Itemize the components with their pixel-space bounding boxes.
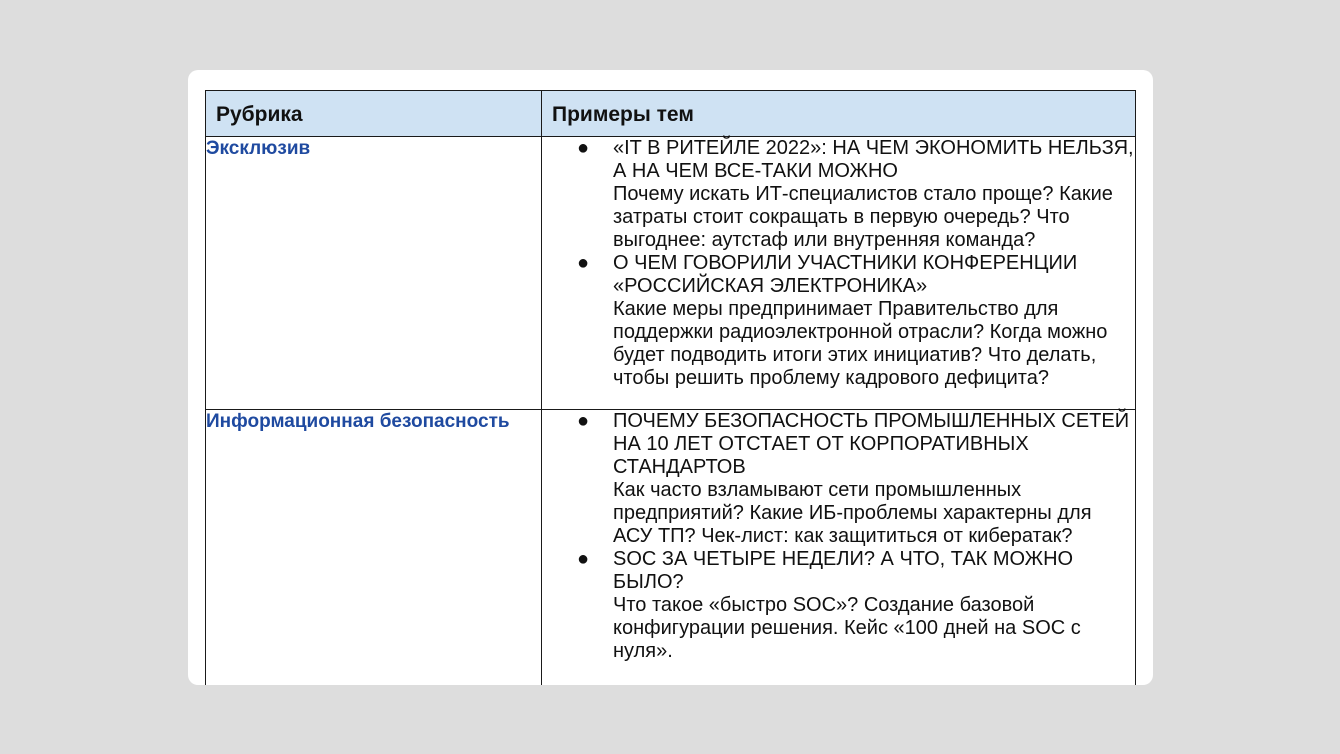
header-examples: Примеры тем	[542, 91, 1136, 137]
list-item	[577, 548, 1135, 663]
topic-description: Как часто взламывают сети промышленных предприятий? Какие ИБ-проблемы характерны для АСУ ТП? Чек-лист: как защититься от кибератак?	[613, 479, 1092, 547]
list-item	[577, 410, 1135, 548]
header-rubric: Рубрика	[206, 91, 542, 137]
bullet-icon: ●	[577, 410, 590, 432]
list-item	[577, 252, 1135, 390]
bullet-icon: ●	[577, 548, 590, 570]
examples-cell	[542, 410, 1136, 686]
topic-title: SOC ЗА ЧЕТЫРЕ НЕДЕЛИ? А ЧТО, ТАК МОЖНО БЫЛО?	[613, 548, 1074, 593]
table-row	[206, 410, 1136, 686]
topic-title: О ЧЕМ ГОВОРИЛИ УЧАСТНИКИ КОНФЕРЕНЦИИ «РОССИЙСКАЯ ЭЛЕКТРОНИКА»	[613, 252, 1078, 297]
topic-description: Какие меры предпринимает Правительство для поддержки радиоэлектронной отрасли? Когда можно будет подводить итоги этих инициатив? Что делать, чтобы решить проблему кадрового дефицита?	[613, 298, 1108, 389]
examples-cell	[542, 137, 1136, 410]
topic-title: ПОЧЕМУ БЕЗОПАСНОСТЬ ПРОМЫШЛЕННЫХ СЕТЕЙ НА 10 ЛЕТ ОТСТАЕТ ОТ КОРПОРАТИВНЫХ СТАНДАРТОВ	[613, 410, 1130, 478]
content-card	[188, 70, 1153, 685]
rubric-cell: Эксклюзив	[206, 137, 542, 410]
topic-list	[542, 410, 1135, 663]
bullet-icon: ●	[577, 137, 590, 159]
topic-title: «IT В РИТЕЙЛЕ 2022»: НА ЧЕМ ЭКОНОМИТЬ НЕЛЬЗЯ, А НА ЧЕМ ВСЕ-ТАКИ МОЖНО	[613, 137, 1134, 182]
topics-table	[205, 90, 1136, 685]
table-row	[206, 137, 1136, 410]
list-item	[577, 137, 1135, 252]
table-header-row	[206, 91, 1136, 137]
topic-description: Почему искать ИТ-специалистов стало проще? Какие затраты стоит сокращать в первую очередь? Что выгоднее: аутстаф или внутренняя команда?	[613, 183, 1113, 251]
topic-description: Что такое «быстро SOC»? Создание базовой конфигурации решения. Кейс «100 дней на SOC с нуля».	[613, 594, 1081, 662]
topic-list	[542, 137, 1135, 390]
rubric-cell: Информационная безопасность	[206, 410, 542, 686]
bullet-icon: ●	[577, 252, 590, 274]
